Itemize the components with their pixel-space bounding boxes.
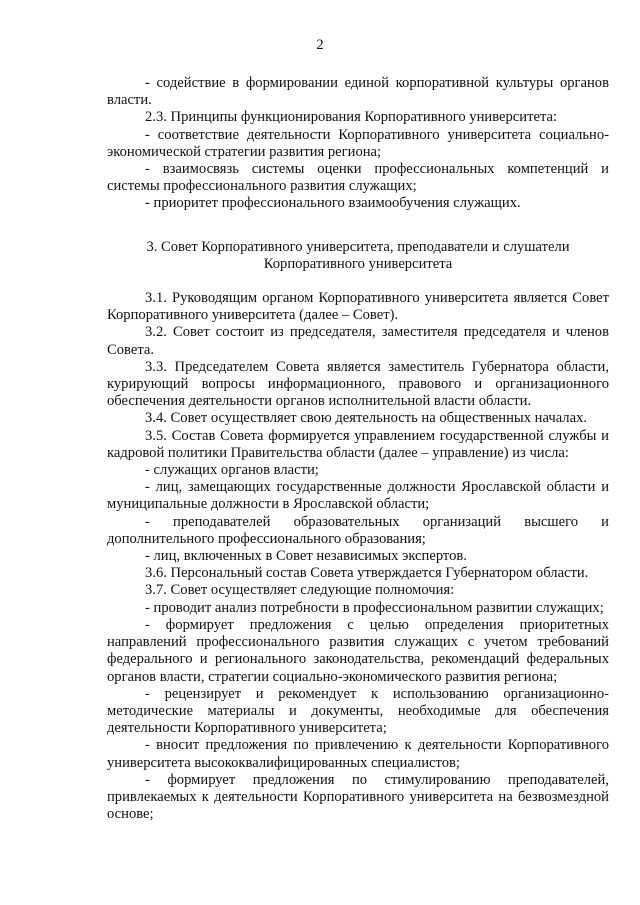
paragraph: - формирует предложения по стимулированию преподавателей, привлекаемых к деятельности Корпоративного университета на безвозмездной основе;: [107, 771, 609, 823]
paragraph: - взаимосвязь системы оценки профессиональных компетенций и системы профессионального развития служащих;: [107, 161, 609, 195]
paragraph: 3.7. Совет осуществляет следующие полномочия:: [145, 582, 455, 599]
paragraph: 3.4. Совет осуществляет свою деятельность на общественных началах.: [145, 410, 588, 427]
paragraph: 3.3. Председателем Совета является заместитель Губернатора области, курирующий вопросы информационного, правового и организационного обеспечения деятельности органов исполнительной власти области.: [107, 358, 609, 410]
paragraph: - проводит анализ потребности в профессиональном развитии служащих;: [145, 599, 604, 616]
paragraph: 3.1. Руководящим органом Корпоративного университета является Совет Корпоративного университета (далее – Совет).: [107, 290, 609, 324]
paragraph: 2.3. Принципы функционирования Корпоративного университета:: [145, 109, 558, 126]
paragraph: - соответствие деятельности Корпоративного университета социально-экономической стратегии развития региона;: [107, 126, 609, 160]
paragraph: 3.6. Персональный состав Совета утверждается Губернатором области.: [145, 565, 589, 582]
paragraph: - приоритет профессионального взаимообучения служащих.: [145, 195, 521, 212]
paragraph: 3.5. Состав Совета формируется управлением государственной службы и кадровой политики Правительства области (далее – управление) из числа:: [107, 427, 609, 461]
paragraph: - лиц, замещающих государственные должности Ярославской области и муниципальные должности в Ярославской области;: [107, 479, 609, 513]
document-body: [107, 75, 609, 823]
paragraph: 3.2. Совет состоит из председателя, заместителя председателя и членов Совета.: [107, 324, 609, 358]
paragraph: - служащих органов власти;: [145, 462, 319, 479]
paragraph: - вносит предложения по привлечению к деятельности Корпоративного университета высококвалифицированных специалистов;: [107, 737, 609, 771]
paragraph: - лиц, включенных в Совет независимых экспертов.: [145, 548, 467, 565]
page-number: 2: [316, 37, 324, 53]
paragraph: - содействие в формировании единой корпоративной культуры органов власти.: [107, 75, 609, 109]
paragraph: - рецензирует и рекомендует к использованию организационно-методические материалы и документы, необходимые для обеспечения деятельности Корпоративного университета;: [107, 685, 609, 737]
paragraph: - формирует предложения с целью определения приоритетных направлений профессионального развития служащих с учетом требований федерального и регионального законодательства, рекомендаций федеральных органов власти, стратегии социально-экономического развития региона;: [107, 616, 609, 685]
section-heading: 3. Совет Корпоративного университета, преподаватели и слушатели Корпоративного университета: [146, 238, 570, 272]
paragraph: - преподавателей образовательных организаций высшего и дополнительного профессионального образования;: [107, 513, 609, 547]
